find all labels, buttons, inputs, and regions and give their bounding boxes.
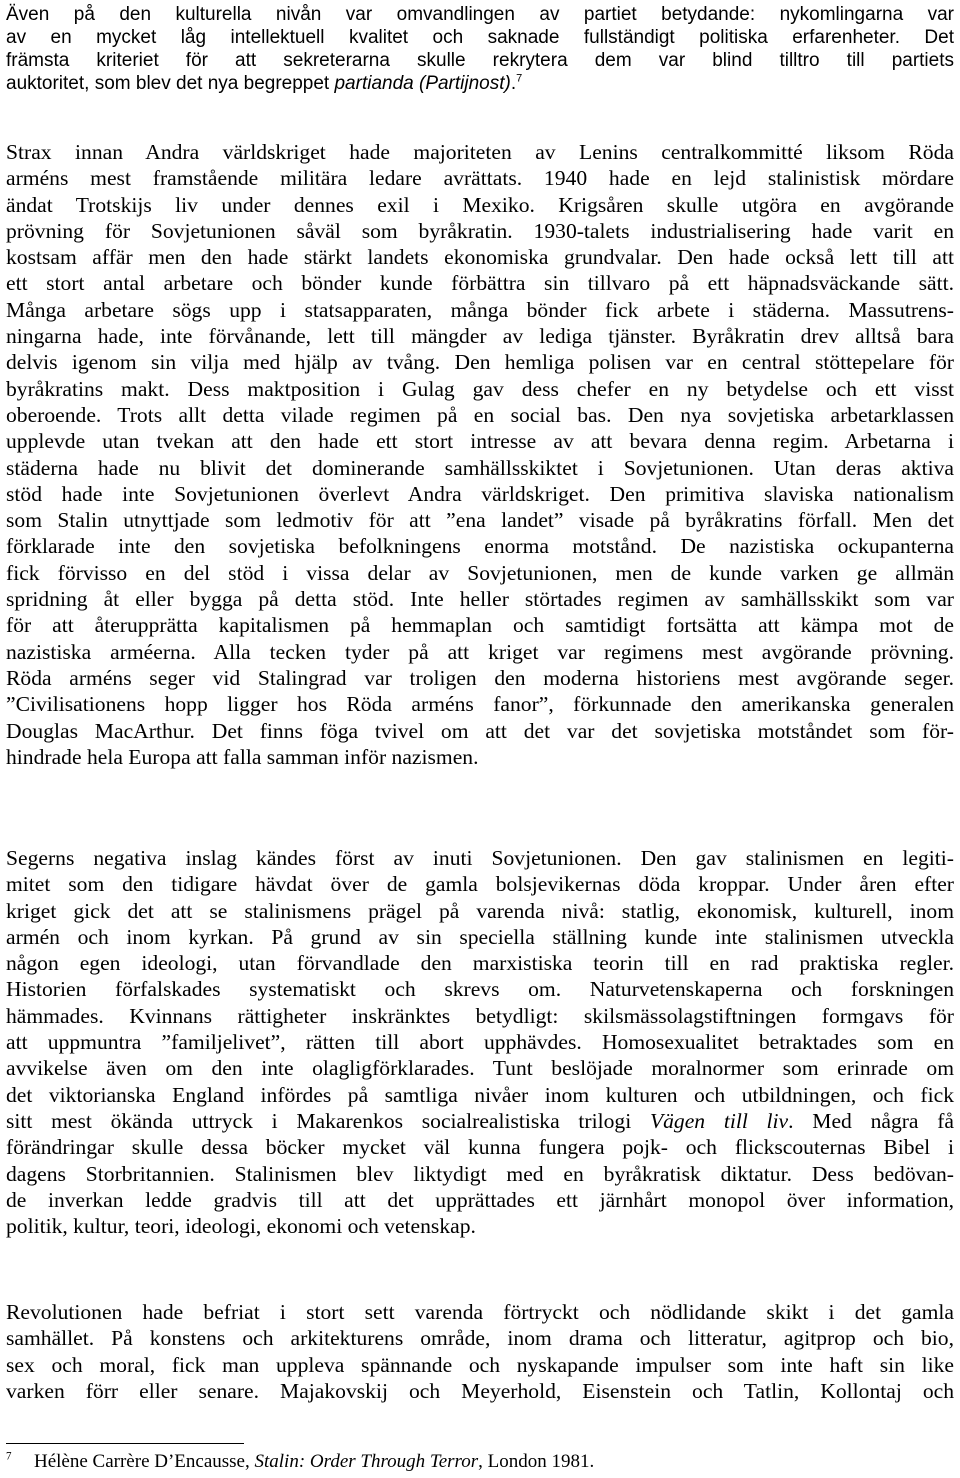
footnote-reference: 7 — [516, 72, 523, 85]
footnote-number-text: 7 — [6, 1450, 12, 1463]
text-line — [6, 1108, 954, 1134]
footnote-rest: , London 1981. — [478, 1451, 595, 1472]
text-line: delvis igenom sin vilja med hjälp av tvång. Den hemliga polisen var en central stöttepelare för — [6, 350, 954, 375]
text-fragment: auktoritet, som blev det nya begreppet — [6, 73, 330, 94]
text-line: ett stort antal arbetare och bönder kunde förbättra sin tillvaro på ett häpnadsväckande sätt. — [6, 271, 954, 296]
text-line: nazistiska arméerna. Alla tecken tyder på att kriget var regimens mest avgörande prövning. — [6, 639, 954, 664]
text-line: arméns mest framstående militära ledare avrättats. 1940 hade en lejd stalinistisk mördare — [6, 166, 954, 191]
text-line: avvikelse även om den inte olagligförklarades. Tunt beslöjade moralnormer som erinrade om — [6, 1056, 954, 1081]
text-line: upplevde utan tvekan att den hade ett stort intresse av att bevara denna regim. Arbetarna i — [6, 429, 954, 454]
text-line: kriget gick det att se stalinismens prägel på varenda nivå: statlig, ekonomisk, kulturell, inom — [6, 898, 954, 923]
text-line: spridning åt eller bygga på detta stöd. Inte heller störtades regimen av samhällsskikt som var — [6, 587, 954, 612]
text-line: Historien förfalskades systematiskt och skrevs om. Naturvetenskaperna och forskningen — [6, 977, 954, 1002]
text-line: av en mycket låg intellektuell kvalitet och saknade fullständigt politiska erfarenheter. Det — [6, 27, 954, 48]
intro-paragraph — [6, 3, 954, 95]
text-line: främsta kriteriet för att sekreterarna skulle rekrytera dem var blind tilltro till partiets — [6, 50, 954, 71]
text-fragment: sitt mest ökända uttryck i Makarenkos socialrealistiska trilogi — [6, 1108, 632, 1133]
text-line: fick förvisso en del stöd i vissa delar av Sovjetunionen, men de kunde varken ge allmän — [6, 560, 954, 585]
text-line: Många arbetare sögs upp i statsapparaten, många bönder fick arbete i städerna. Massutrens- — [6, 297, 954, 322]
text-line: ändat Trotskijs liv under dennes exil i Mexiko. Krigsåren skulle utgöra en avgörande — [6, 192, 954, 217]
text-line: städerna hade nu blivit det dominerande samhällsskiktet i Sovjetunionen. Utan deras aktiva — [6, 455, 954, 480]
text-line: förändringar skulle dessa böcker mycket väl kunna fungera pojk- och flickscouternas Bibel i — [6, 1135, 954, 1160]
text-fragment: . Med några få — [788, 1108, 955, 1133]
text-line: det viktorianska England infördes på samtliga nivåer inom kulturen och utbildningen, och fick — [6, 1082, 954, 1107]
text-line: förklarade inte den sovjetiska befolkningens enorma motstånd. De nazistiska ockupanterna — [6, 534, 954, 559]
text-line: byråkratins makt. Dess maktposition i Gulag gav dess chefer en ny betydelse och ett visst — [6, 376, 954, 401]
text-line: kostsam affär men den hade stärkt landets ekonomiska grundvalar. Den hade också lett till att — [6, 245, 954, 270]
text-line: hämmades. Kvinnans rättigheter inskränktes betydligt: skilsmässolagstiftningen formgavs för — [6, 1003, 954, 1028]
text-line: för att återupprätta kapitalismen på hemmaplan och samtidigt fortsätta att kämpa mot de — [6, 613, 954, 638]
footnote — [6, 1450, 594, 1474]
text-line: de inverkan ledde gradvis till att det upprättades ett järnhårt monopol över information, — [6, 1187, 954, 1212]
text-line: Douglas MacArthur. Det finns föga tvivel om att det var det sovjetiska motståndet som för- — [6, 718, 954, 743]
text-line: armén och inom kyrkan. På grund av sin speciella ställning kunde inte stalinismen utveckla — [6, 924, 954, 949]
text-line: hindrade hela Europa att falla samman inför nazismen. — [6, 744, 479, 769]
text-line: mitet som den tidigare hävdat över de gamla bolsjevikernas döda kroppar. Under åren efter — [6, 872, 954, 897]
text-line: dagens Storbritannien. Stalinismen blev liktydigt med en byråkratisk diktatur. Dess bedövan- — [6, 1161, 954, 1186]
text-line: oberoende. Trots allt detta vilade regimen på en social bas. Den nya sovjetiska arbetarklassen — [6, 402, 954, 427]
text-line: att uppmuntra ”familjelivet”, rätten till abort upphävdes. Homosexualitet betraktades som en — [6, 1030, 954, 1055]
text-line: prövning för Sovjetunionen såväl som byråkratin. 1930-talets industrialisering hade varit en — [6, 218, 954, 243]
italic-term: partianda (Partijnost) — [334, 73, 511, 94]
text-line: Även på den kulturella nivån var omvandlingen av partiet betydande: nykomlingarna var — [6, 4, 954, 25]
text-line: Segerns negativa inslag kändes först av inuti Sovjetunionen. Den gav stalinismen en legiti- — [6, 846, 954, 870]
text-line: någon egen ideologi, utan förvandlade den marxistiska teorin till en rad praktiska regler. — [6, 951, 954, 976]
text-line — [6, 72, 954, 95]
text-line: ningarna hade, inte förvånande, lett till mängder av lediga tjänster. Byråkratin drev alltså bara — [6, 324, 954, 349]
footnote-number — [6, 1450, 34, 1474]
text-line: Revolutionen hade befriat i stort sett varenda förtryckt och nödlidande skikt i det gamla — [6, 1300, 954, 1324]
footnote-title: Stalin: Order Through Terror — [254, 1451, 479, 1472]
text-line: som Stalin utnyttjade som ledmotiv för att ”ena landet” visade på byråkratins förfall. Men det — [6, 508, 954, 533]
text-line: politik, kultur, teori, ideologi, ekonomi och vetenskap. — [6, 1214, 476, 1239]
text-line: Strax innan Andra världskriget hade majoriteten av Lenins centralkommitté liksom Röda — [6, 140, 954, 164]
text-line: stöd hade inte Sovjetunionen överlevt Andra världskriget. Den primitiva slaviska nationalism — [6, 481, 954, 506]
text-line: samhället. På konstens och arkitekturens område, inom drama och litteratur, agitprop och bio, — [6, 1326, 954, 1351]
book-title: Vägen till liv — [649, 1108, 789, 1133]
paragraph-1 — [6, 139, 954, 770]
text-fragment: . — [510, 73, 517, 94]
text-line: sex och moral, fick man uppleva spännande och nyskapande impulser som inte haft sin like — [6, 1352, 954, 1377]
text-line: Röda arméns seger vid Stalingrad var troligen den moderna historiens mest avgörande seger. — [6, 665, 954, 690]
footnote-divider — [6, 1443, 244, 1444]
footnote-author: Hélène Carrère D’Encausse, — [34, 1451, 250, 1472]
text-line: ”Civilisationens hopp ligger hos Röda arméns fanor”, förkunnade den amerikanska generalen — [6, 692, 954, 717]
paragraph-2 — [6, 845, 954, 1239]
text-line: varken förr eller senare. Majakovskij och Meyerhold, Eisenstein och Tatlin, Kollontaj och — [6, 1378, 954, 1403]
paragraph-3 — [6, 1299, 954, 1404]
